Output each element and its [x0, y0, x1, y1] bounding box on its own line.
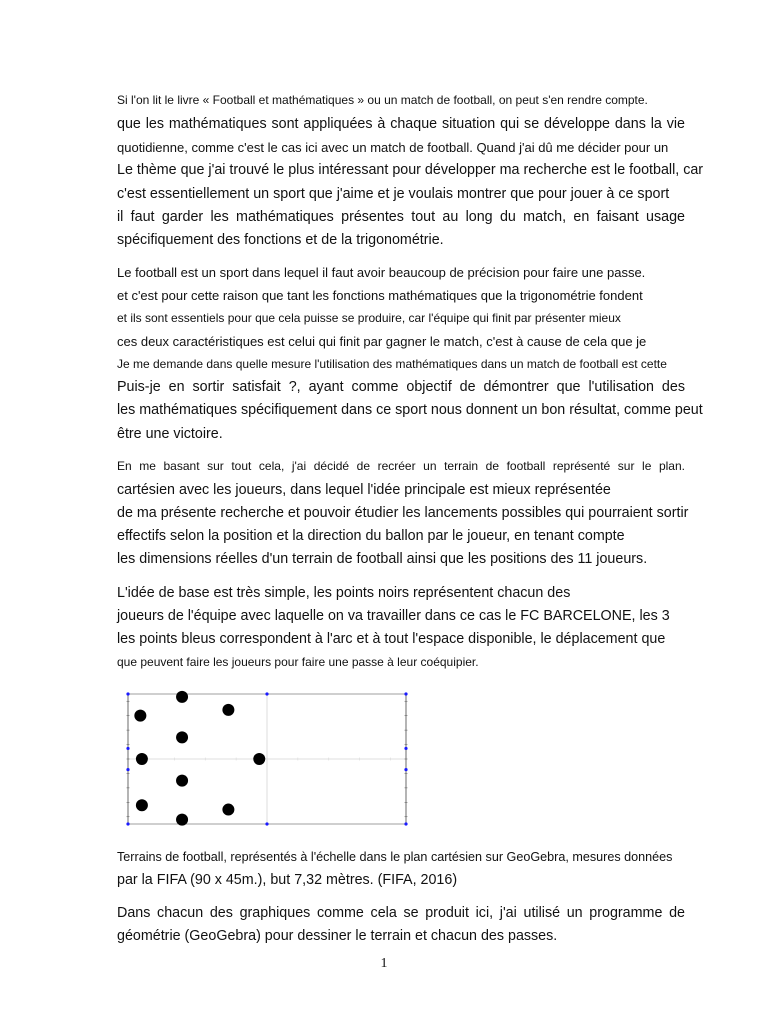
figure-caption-line-2: par la FIFA (90 x 45m.), but 7,32 mètres. (FIFA, 2016): [117, 872, 458, 888]
player-dot: [136, 753, 148, 765]
page-number: 1: [380, 956, 388, 971]
paragraph-1-line-7: spécifiquement des fonctions et de la trigonométrie.: [117, 232, 444, 248]
paragraph-3-line-1: En me basant sur tout cela, j'ai décidé de recréer un terrain de football représenté sur le plan.: [117, 459, 685, 473]
blue-point: [265, 822, 268, 825]
paragraph-3-line-4: effectifs selon la position et la direction du ballon par le joueur, en tenant compte: [117, 528, 625, 544]
paragraph-2-line-5: Je me demande dans quelle mesure l'utilisation des mathématiques dans un match de football est cette: [117, 357, 667, 371]
player-dot: [222, 804, 234, 816]
blue-point: [126, 692, 129, 695]
paragraph-5-line-2: géométrie (GeoGebra) pour dessiner le terrain et chacun des passes.: [117, 928, 558, 944]
blue-point: [265, 692, 268, 695]
player-dot: [253, 753, 265, 765]
paragraph-1-line-6: il faut garder les mathématiques présentes tout au long du match, en faisant usage: [117, 209, 685, 225]
player-dot: [176, 775, 188, 787]
paragraph-4-line-4: que peuvent faire les joueurs pour faire une passe à leur coéquipier.: [117, 655, 479, 669]
figure-caption-line-1: Terrains de football, représentés à l'échelle dans le plan cartésien sur GeoGebra, mesures données: [117, 850, 673, 864]
blue-point: [126, 822, 129, 825]
paragraph-4-line-1: L'idée de base est très simple, les points noirs représentent chacun des: [117, 585, 571, 601]
paragraph-1-line-1: Si l'on lit le livre « Football et mathématiques » ou un match de football, on peut s'en rendre compte.: [117, 93, 648, 107]
player-dot: [176, 814, 188, 826]
blue-point: [404, 692, 407, 695]
paragraph-2-line-1: Le football est un sport dans lequel il faut avoir beaucoup de précision pour faire une passe.: [117, 265, 646, 280]
paragraph-5-line-1: Dans chacun des graphiques comme cela se produit ici, j'ai utilisé un programme de: [117, 905, 685, 921]
player-dot: [222, 704, 234, 716]
paragraph-2-line-4: ces deux caractéristiques est celui qui finit par gagner le match, c'est à cause de cela que je: [117, 334, 647, 349]
blue-point: [126, 768, 129, 771]
paragraph-2-line-7: les mathématiques spécifiquement dans ce sport nous donnent un bon résultat, comme peut: [117, 402, 703, 418]
player-dot: [176, 731, 188, 743]
paragraph-3-line-3: de ma présente recherche et pouvoir étudier les lancements possibles qui pourraient sortir: [117, 505, 689, 521]
paragraph-3-line-2: cartésien avec les joueurs, dans lequel l'idée principale est mieux représentée: [117, 482, 611, 498]
paragraph-2-line-3: et ils sont essentiels pour que cela puisse se produire, car l'équipe qui finit par présenter mieux: [117, 311, 621, 325]
paragraph-1-line-2: que les mathématiques sont appliquées à chaque situation qui se développe dans la vie: [117, 116, 685, 132]
paragraph-1-line-5: c'est essentiellement un sport que j'aime et je voulais montrer que pour jouer à ce sport: [117, 186, 670, 202]
player-dot: [176, 691, 188, 703]
paragraph-2-line-2: et c'est pour cette raison que tant les fonctions mathématiques que la trigonométrie fondent: [117, 288, 643, 303]
blue-point: [404, 747, 407, 750]
football-field-figure: [122, 688, 414, 830]
paragraph-2-line-6: Puis-je en sortir satisfait ?, ayant comme objectif de démontrer que l'utilisation des: [117, 379, 685, 395]
paragraph-1-line-4: Le thème que j'ai trouvé le plus intéressant pour développer ma recherche est le football, car: [117, 162, 704, 178]
paragraph-2-line-8: être une victoire.: [117, 426, 223, 442]
blue-point: [404, 768, 407, 771]
blue-point: [404, 822, 407, 825]
player-dot: [134, 710, 146, 722]
blue-point: [126, 747, 129, 750]
paragraph-4-line-2: joueurs de l'équipe avec laquelle on va travailler dans ce cas le FC BARCELONE, les 3: [117, 608, 670, 624]
paragraph-1-line-3: quotidienne, comme c'est le cas ici avec un match de football. Quand j'ai dû me décider pour un: [117, 140, 669, 155]
player-dot: [136, 799, 148, 811]
paragraph-3-line-5: les dimensions réelles d'un terrain de football ainsi que les positions des 11 joueurs.: [117, 551, 648, 567]
paragraph-4-line-3: les points bleus correspondent à l'arc et à tout l'espace disponible, le déplacement que: [117, 631, 666, 647]
